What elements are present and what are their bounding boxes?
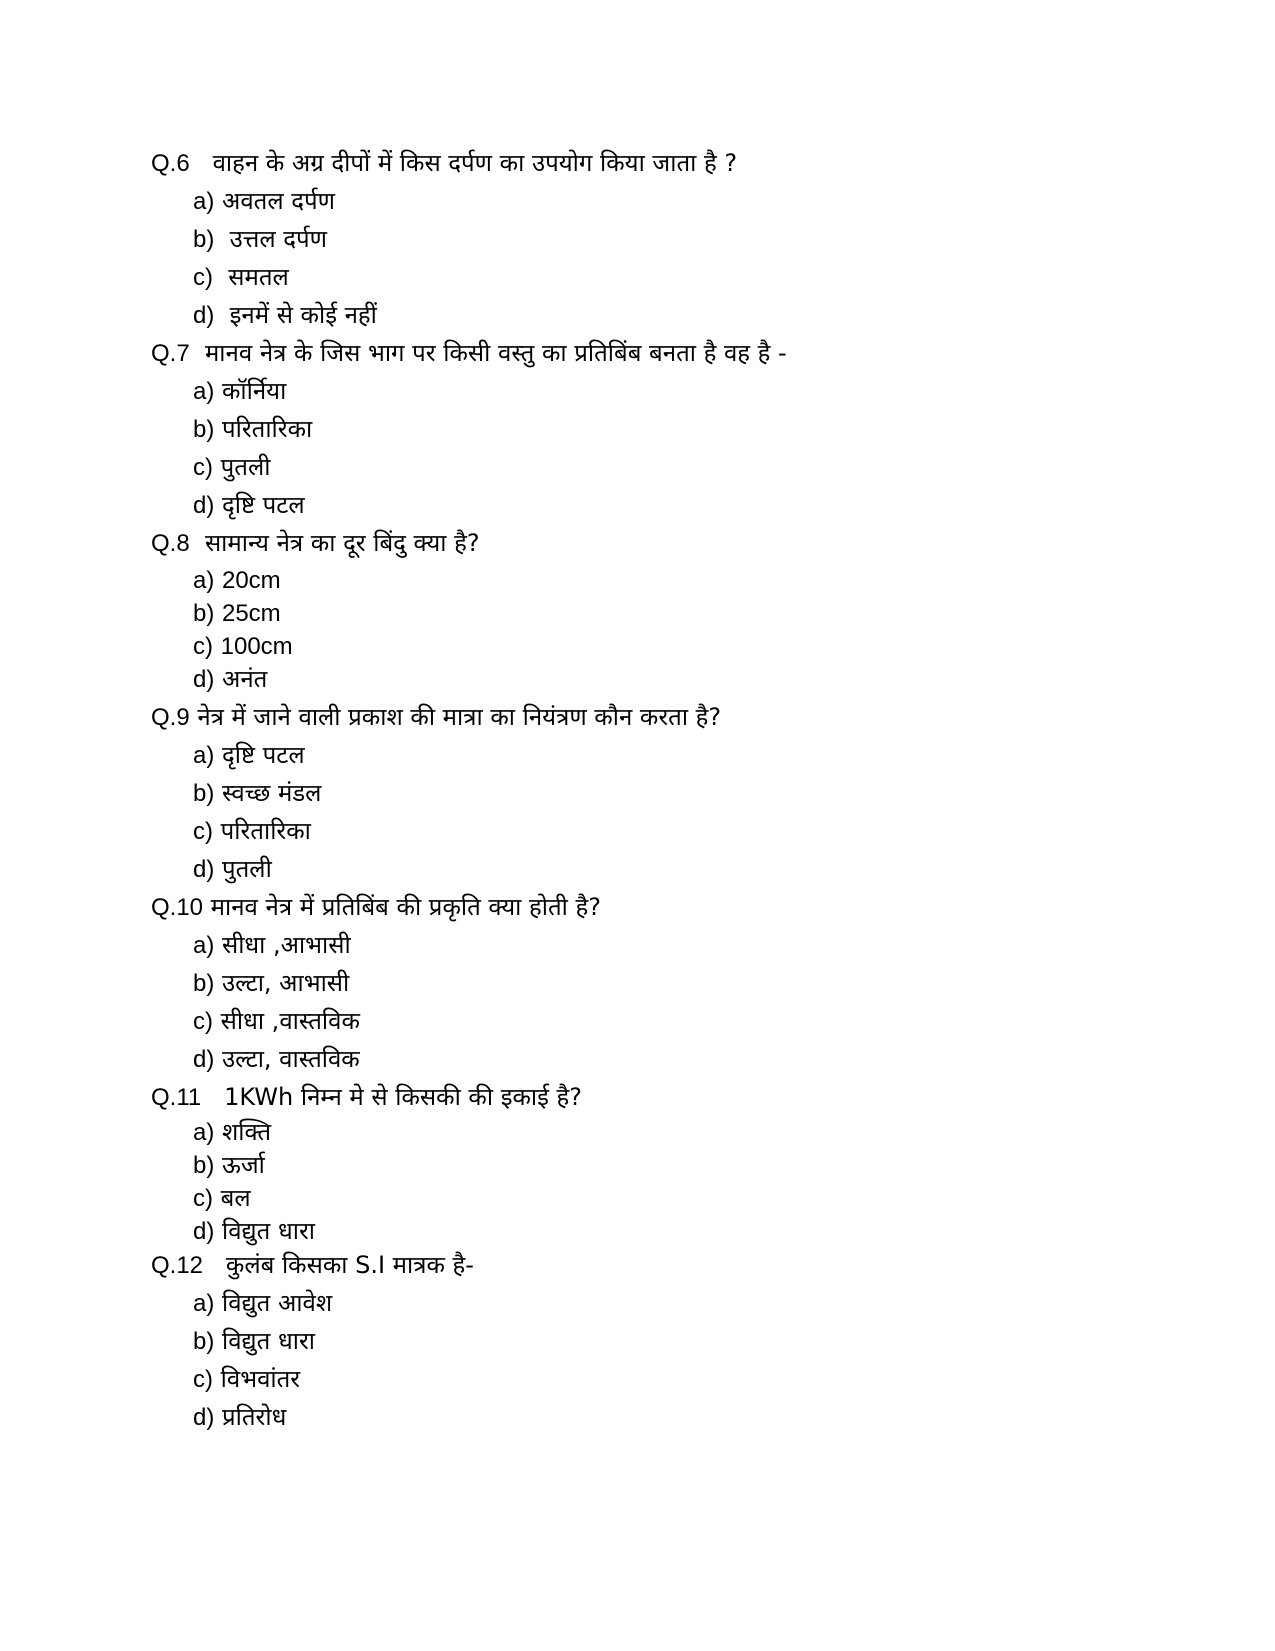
option-label: a) (193, 932, 215, 959)
option-item (193, 1006, 360, 1037)
option-text: 20cm (221, 567, 281, 594)
option-label: d) (193, 856, 215, 883)
option-label: b) (193, 600, 215, 627)
option-label: c) (193, 1366, 213, 1393)
option-item (193, 930, 351, 961)
option-item (193, 631, 293, 662)
question-text: 1KWh निम्न मे से किसकी की इकाई है? (224, 1083, 583, 1111)
question-text: नेत्र में जाने वाली प्रकाश की मात्रा का नियंत्रण कौन करता है? (197, 703, 722, 731)
question-text: वाहन के अग्र दीपों में किस दर्पण का उपयोग किया जाता है ? (212, 149, 738, 177)
option-item (193, 1044, 360, 1075)
question-number: Q.6 (151, 150, 190, 177)
question-number: Q.11 (151, 1084, 202, 1111)
option-label: b) (193, 1152, 215, 1179)
question-number: Q.12 (151, 1252, 204, 1279)
option-text: अवतल दर्पण (221, 187, 335, 215)
option-item (193, 1402, 286, 1433)
option-text: विभवांतर (220, 1365, 301, 1393)
option-text: अनंत (221, 665, 268, 693)
option-label: a) (193, 1290, 215, 1317)
option-label: c) (193, 1008, 213, 1035)
option-label: b) (193, 416, 215, 443)
question-8 (151, 528, 480, 559)
option-item (193, 1326, 315, 1357)
option-label: a) (193, 567, 215, 594)
question-9 (151, 702, 721, 733)
question-text: कुलंब किसका S.I मात्रक है- (225, 1251, 474, 1279)
question-6 (151, 148, 737, 179)
option-text: 100cm (220, 633, 293, 660)
option-item (193, 968, 349, 999)
option-text: परितारिका (221, 415, 313, 443)
option-item (193, 1216, 315, 1247)
option-label: b) (193, 780, 215, 807)
question-text: मानव नेत्र में प्रतिबिंब की प्रकृति क्या होती है? (210, 893, 601, 921)
option-text: विद्युत आवेश (221, 1289, 333, 1317)
option-item (193, 452, 270, 483)
option-item (193, 186, 335, 217)
option-label: d) (193, 302, 215, 329)
option-item (193, 598, 281, 629)
option-label: b) (193, 970, 215, 997)
question-number: Q.10 (151, 894, 204, 921)
question-number: Q.8 (151, 530, 190, 557)
option-text: प्रतिरोध (221, 1403, 287, 1431)
question-number: Q.9 (151, 704, 190, 731)
option-text: विद्युत धारा (221, 1217, 315, 1245)
option-text: विद्युत धारा (221, 1327, 315, 1355)
option-label: c) (193, 633, 213, 660)
option-text: कॉर्निया (221, 377, 287, 405)
option-text: स्वच्छ मंडल (221, 779, 322, 807)
option-label: d) (193, 492, 215, 519)
option-text: दृष्टि पटल (221, 491, 305, 519)
option-label: c) (193, 818, 213, 845)
question-number: Q.7 (151, 340, 190, 367)
question-7 (151, 338, 787, 369)
option-item (193, 224, 327, 255)
option-item (193, 816, 311, 847)
option-label: b) (193, 1328, 215, 1355)
option-text: परितारिका (220, 817, 311, 845)
option-label: c) (193, 454, 213, 481)
option-item (193, 854, 272, 885)
option-text: 25cm (221, 600, 281, 627)
question-text: मानव नेत्र के जिस भाग पर किसी वस्तु का प्रतिबिंब बनता है वह है - (204, 339, 787, 367)
option-item (193, 1150, 265, 1181)
question-12 (151, 1250, 474, 1281)
option-text: सीधा ,आभासी (221, 931, 351, 959)
option-label: b) (193, 226, 215, 253)
option-item (193, 490, 305, 521)
option-item (193, 740, 305, 771)
option-item (193, 376, 286, 407)
option-item (193, 565, 281, 596)
option-label: d) (193, 1046, 215, 1073)
option-label: d) (193, 1404, 215, 1431)
option-item (193, 262, 289, 293)
option-item (193, 414, 312, 445)
option-item (193, 664, 267, 695)
option-item (193, 778, 321, 809)
question-11 (151, 1082, 582, 1113)
option-item (193, 1364, 300, 1395)
option-text: दृष्टि पटल (221, 741, 305, 769)
question-text: सामान्य नेत्र का दूर बिंदु क्या है? (204, 529, 480, 557)
option-text: सीधा ,वास्तविक (220, 1007, 360, 1035)
option-label: a) (193, 378, 215, 405)
option-text: उत्तल दर्पण (229, 225, 327, 253)
option-text: इनमें से कोई नहीं (229, 301, 377, 329)
option-label: d) (193, 1218, 215, 1245)
option-text: उल्टा, वास्तविक (221, 1045, 360, 1073)
question-10 (151, 892, 601, 923)
option-label: a) (193, 1119, 215, 1146)
option-label: a) (193, 188, 215, 215)
option-item (193, 300, 377, 331)
option-item (193, 1117, 271, 1148)
option-text: उल्टा, आभासी (221, 969, 350, 997)
option-text: समतल (228, 263, 289, 291)
option-label: a) (193, 742, 215, 769)
option-text: बल (220, 1184, 251, 1212)
option-text: शक्ति (221, 1118, 272, 1146)
option-label: c) (193, 1185, 213, 1212)
option-item (193, 1183, 251, 1214)
option-label: c) (193, 264, 213, 291)
option-text: पुतली (220, 453, 271, 481)
option-text: पुतली (221, 855, 272, 883)
option-text: ऊर्जा (221, 1151, 265, 1179)
option-item (193, 1288, 332, 1319)
option-label: d) (193, 666, 215, 693)
